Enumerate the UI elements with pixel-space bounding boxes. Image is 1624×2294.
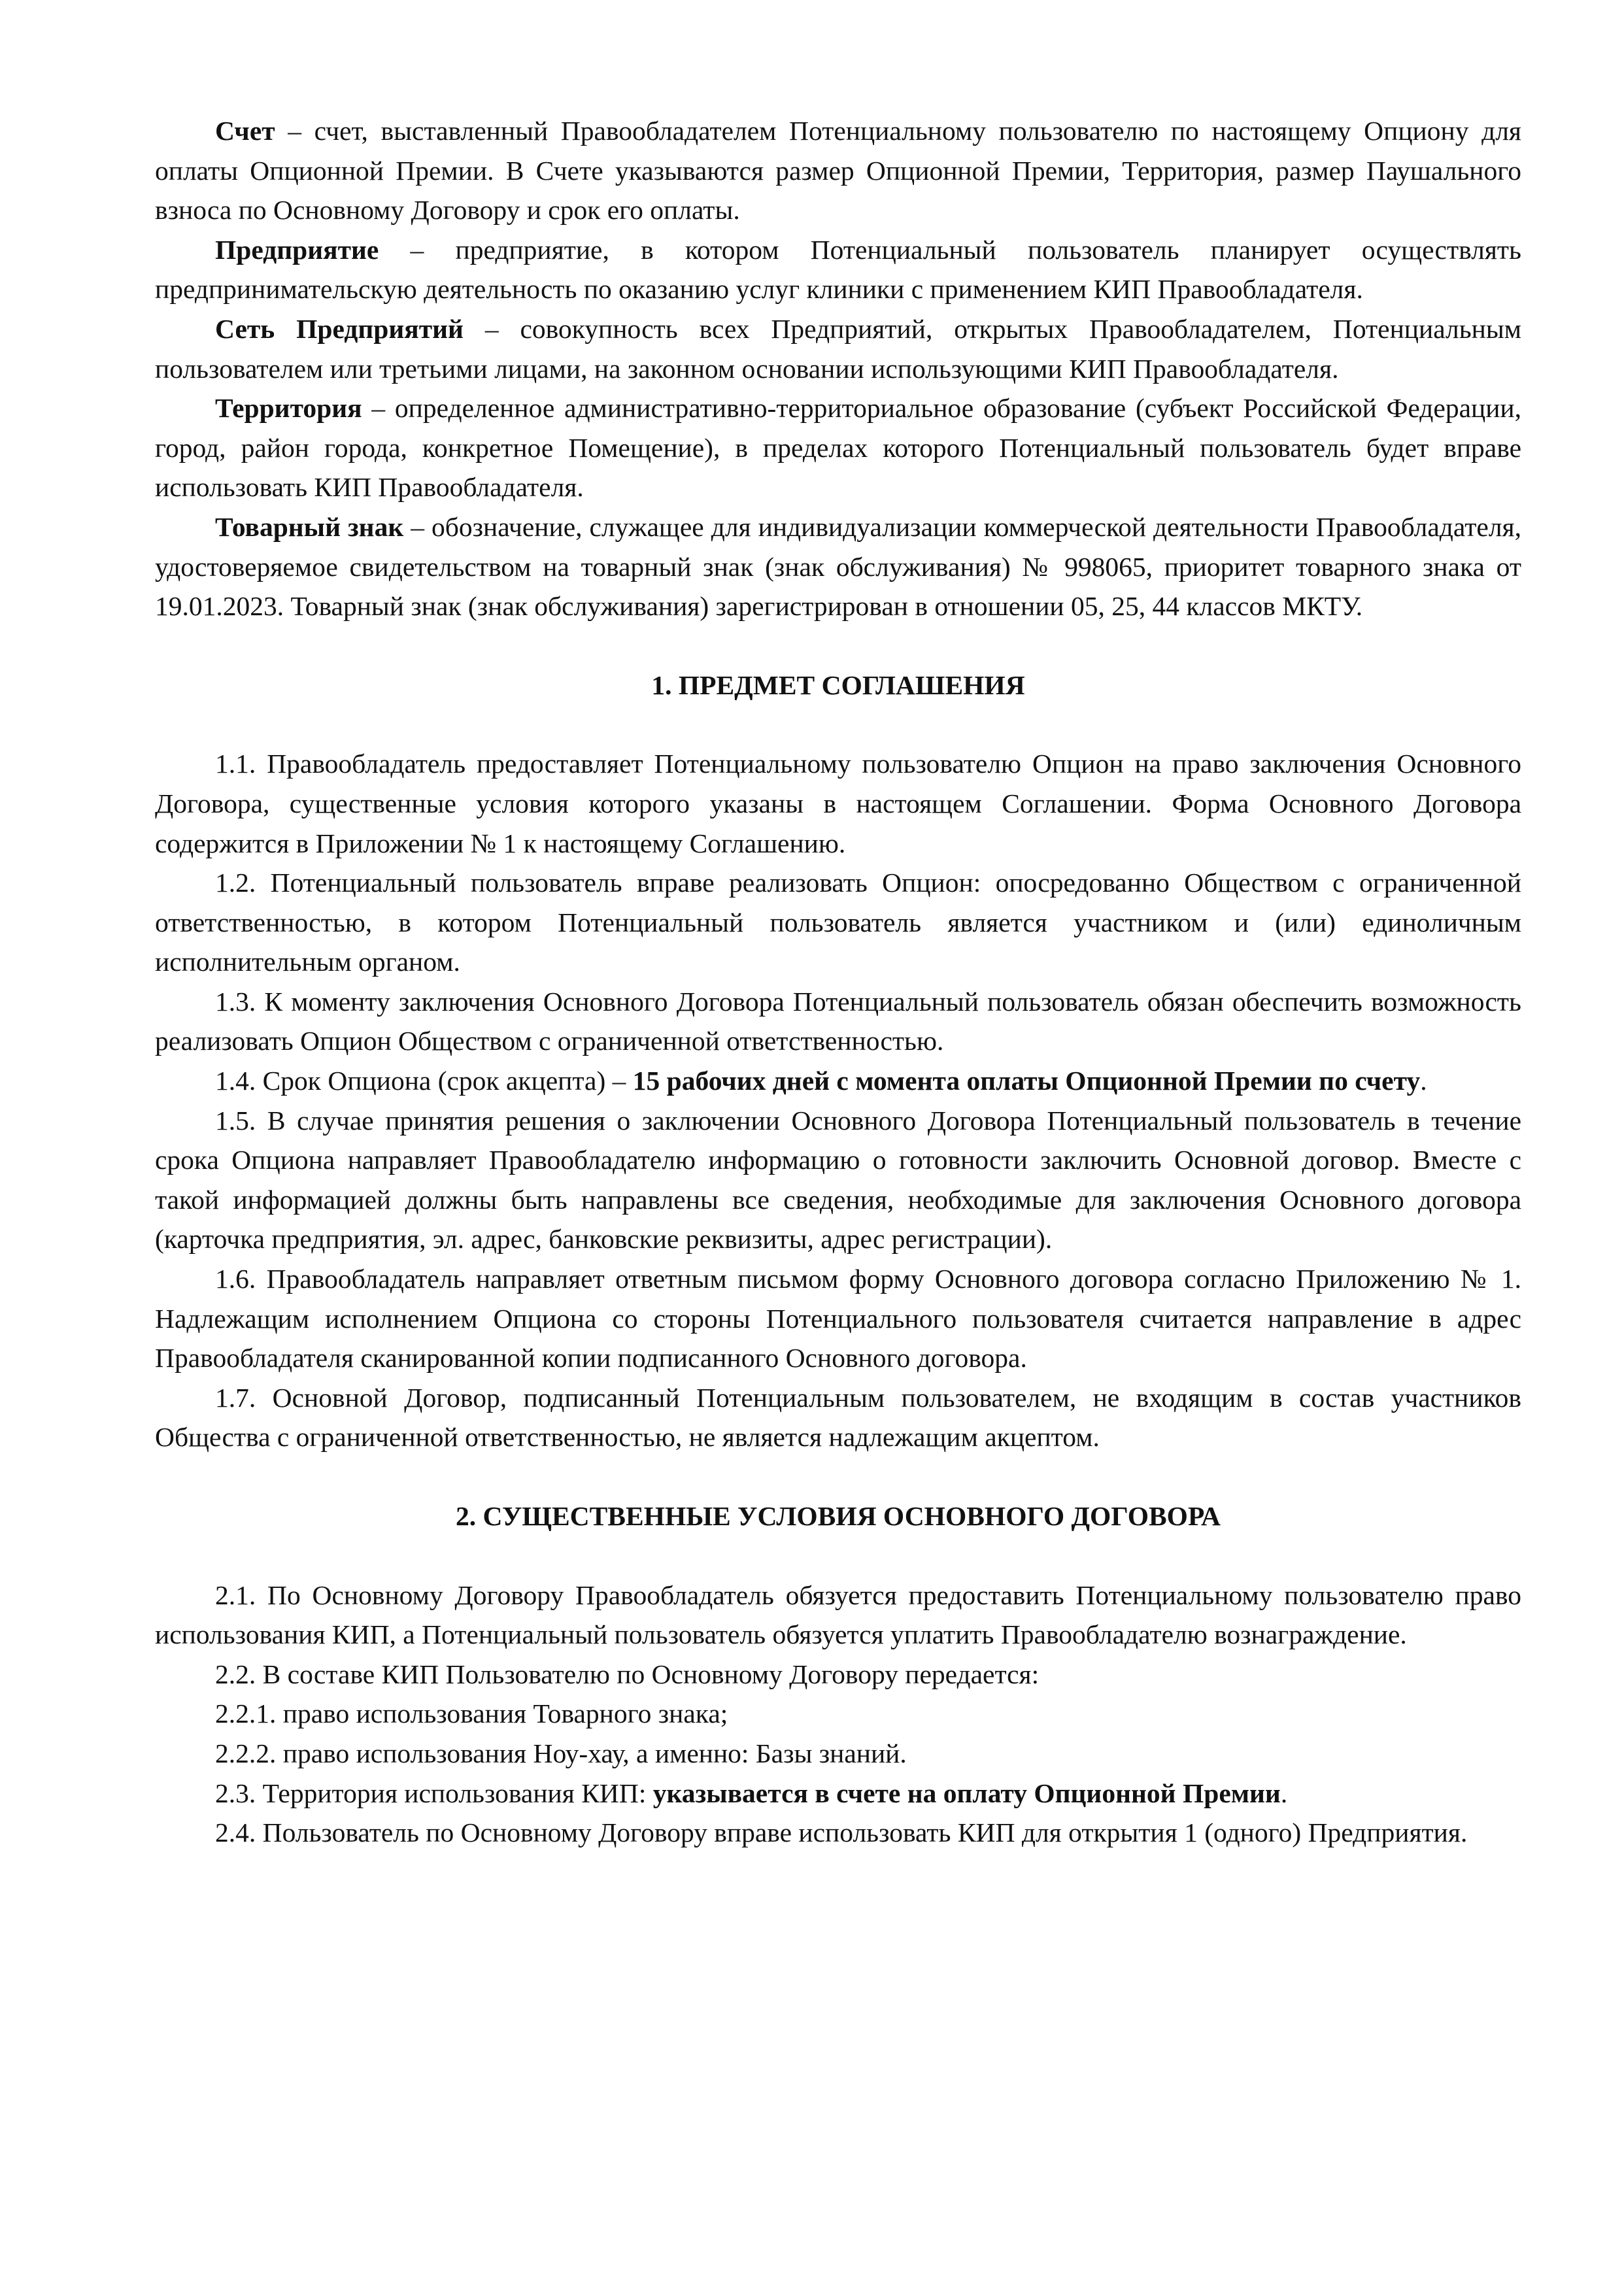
clause-2-4: 2.4. Пользователь по Основному Договору вправе использовать КИП для открытия 1 (одного) Предприятия. xyxy=(215,1817,1468,1848)
definition-enterprise xyxy=(155,230,1521,309)
clause-2-2-2: 2.2.2. право использования Ноу-хау, а именно: Базы знаний. xyxy=(215,1738,907,1768)
clause-bold-text: 15 рабочих дней с момента оплаты Опционной Премии по счету xyxy=(632,1066,1421,1096)
definition-trademark xyxy=(155,507,1521,626)
clause-2-2: 2.2. В составе КИП Пользователю по Основному Договору передается: xyxy=(215,1659,1040,1689)
clause-1-7: 1.7. Основной Договор, подписанный Потенциальным пользователем, не входящим в состав участников Общества с ограниченной ответственностью, не является надлежащим акцептом. xyxy=(155,1382,1521,1453)
definition-text: – обозначение, служащее для индивидуализации коммерческой деятельности Правообладателя, удостоверяемое свидетельством на товарный знак (знак обслуживания) № 998065, приоритет товарного знака от 19.01.2023. Товарный знак (знак обслуживания) зарегистрирован в отношении 05, 25, 44 классов МКТУ. xyxy=(155,511,1521,622)
clause-text: 2.3. Территория использования КИП: xyxy=(215,1778,653,1808)
definition-text: – счет, выставленный Правообладателем Потенциальному пользователю по настоящему Опциону для оплаты Опционной Премии. В Счете указываются размер Опционной Премии, Территория, размер Паушального взноса по Основному Договору и срок его оплаты. xyxy=(155,116,1521,226)
clause-1-1: 1.1. Правообладатель предоставляет Потенциальному пользователю Опцион на право заключения Основного Договора, существенные условия которого указаны в настоящем Соглашении. Форма Основного Договора содержится в Приложении № 1 к настоящему Соглашению. xyxy=(155,749,1521,858)
section-1-heading: 1. ПРЕДМЕТ СОГЛАШЕНИЯ xyxy=(651,669,1025,700)
definition-term: Территория xyxy=(215,393,362,424)
definition-term: Счет xyxy=(215,116,275,146)
clause-2-1: 2.1. По Основному Договору Правообладатель обязуется предоставить Потенциальному пользователю право использования КИП, а Потенциальный пользователь обязуется уплатить Правообладателю вознаграждение. xyxy=(155,1579,1521,1650)
clause-1-3: 1.3. К моменту заключения Основного Договора Потенциальный пользователь обязан обеспечить возможность реализовать Опцион Обществом с ограниченной ответственностью. xyxy=(155,986,1521,1056)
definition-invoice xyxy=(155,111,1521,230)
definition-enterprise-network xyxy=(155,309,1521,388)
clause-bold-text: указывается в счете на оплату Опционной Премии xyxy=(652,1778,1281,1808)
clause-1-5: 1.5. В случае принятия решения о заключении Основного Договора Потенциальный пользователь в течение срока Опциона направляет Правообладателю информацию о готовности заключить Основной договор. Вместе с такой информацией должны быть направлены все сведения, необходимые для заключения Основного договора (карточка предприятия, эл. адрес, банковские реквизиты, адрес регистрации). xyxy=(155,1105,1521,1255)
clause-1-6: 1.6. Правообладатель направляет ответным письмом форму Основного договора согласно Приложению № 1. Надлежащим исполнением Опциона со стороны Потенциального пользователя считается направление в адрес Правообладателя сканированной копии подписанного Основного договора. xyxy=(155,1264,1521,1374)
clause-2-3 xyxy=(155,1774,1521,1813)
clause-text: . xyxy=(1420,1066,1427,1096)
definition-term: Сеть Предприятий xyxy=(215,313,464,344)
definition-term: Товарный знак xyxy=(215,511,404,542)
clause-2-2-1: 2.2.1. право использования Товарного знака; xyxy=(215,1698,728,1729)
clause-1-4 xyxy=(155,1061,1521,1101)
definition-territory xyxy=(155,388,1521,507)
document-page xyxy=(155,111,1521,1853)
clause-1-2: 1.2. Потенциальный пользователь вправе реализовать Опцион: опосредованно Обществом с ограниченной ответственностью, в котором Потенциальный пользователь является участником и (или) единоличным исполнительным органом. xyxy=(155,868,1521,977)
section-2-heading: 2. СУЩЕСТВЕННЫЕ УСЛОВИЯ ОСНОВНОГО ДОГОВОРА xyxy=(456,1501,1221,1531)
clause-text: . xyxy=(1280,1778,1288,1808)
clause-text: 1.4. Срок Опциона (срок акцепта) – xyxy=(215,1066,633,1096)
definition-text: – предприятие, в котором Потенциальный пользователь планирует осуществлять предпринимательскую деятельность по оказанию услуг клиники с применением КИП Правообладателя. xyxy=(155,234,1521,305)
definition-text: – совокупность всех Предприятий, открытых Правообладателем, Потенциальным пользователем или третьими лицами, на законном основании использующими КИП Правообладателя. xyxy=(155,313,1521,384)
definition-text: – определенное административно-территориальное образование (субъект Российской Федерации, город, район города, конкретное Помещение), в пределах которого Потенциальный пользователь будет вправе использовать КИП Правообладателя. xyxy=(155,393,1521,503)
definition-term: Предприятие xyxy=(215,234,379,265)
